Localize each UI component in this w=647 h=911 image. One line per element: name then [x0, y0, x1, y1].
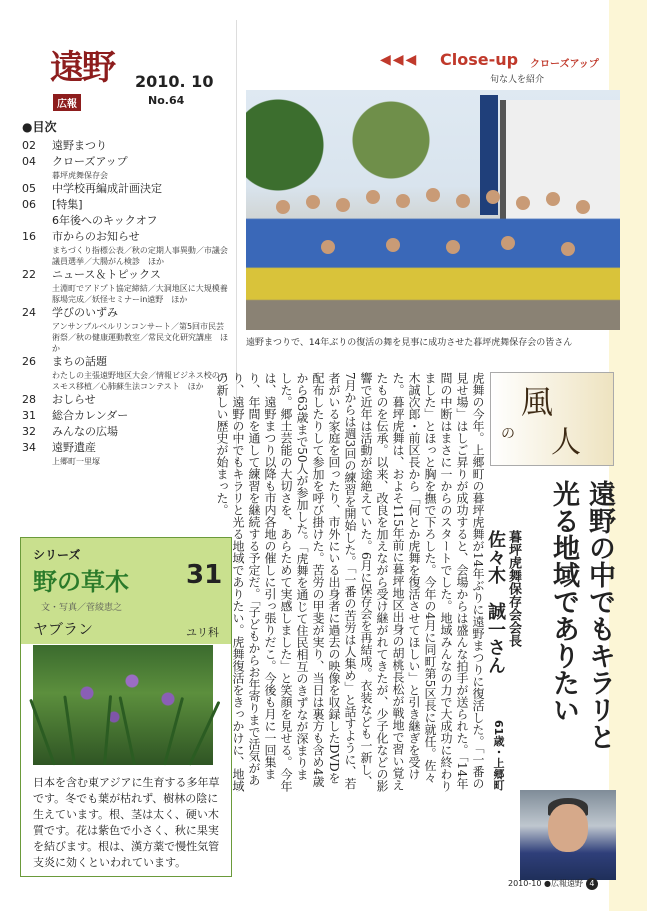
toc-entry [52, 392, 230, 408]
toc-entry [52, 229, 230, 267]
toc-entry [52, 197, 230, 213]
masthead-logo: 遠野 [50, 48, 114, 88]
page-footer [508, 878, 598, 890]
issue-number: No.64 [148, 94, 185, 107]
toc-entry [52, 213, 230, 229]
hito-char: 人 [551, 425, 581, 460]
toc-item [20, 392, 230, 408]
article-headline: 遠野の中でもキラリと光る地域でありたい [548, 480, 615, 750]
series-box [20, 537, 232, 877]
left-column [20, 20, 230, 467]
toc-subtitle: わたしの主張遠野地区大会／情報ビジネス校のコスモス移植／心肺蘇生法コンテスト ほか [52, 371, 228, 391]
toc-title: 遠野遺産 [52, 441, 96, 454]
toc-title: 中学校再編成計画決定 [52, 182, 162, 195]
closeup-title: Close-up [440, 50, 519, 69]
toc-page-number: 22 [22, 268, 36, 281]
toc-page-number: 24 [22, 306, 36, 319]
toc-page-number: 16 [22, 230, 36, 243]
masthead-logo-tag: 広報 [53, 94, 81, 111]
toc-item [20, 408, 230, 424]
kaze-no-hito-badge [490, 372, 614, 466]
photo-tree [346, 100, 436, 180]
masthead [20, 20, 230, 110]
toc-item [20, 354, 230, 392]
toc-title: 6年後へのキックオフ [52, 214, 158, 227]
closeup-subtitle: 旬な人を紹介 [490, 75, 545, 85]
toc-subtitle: まちづくり指標公表／秋の定期人事異動／市議会議員選挙／大腸がん検診 ほか [52, 246, 228, 266]
group-photo [246, 90, 620, 330]
toc-title: おしらせ [52, 393, 96, 406]
toc-page-number: 34 [22, 441, 36, 454]
plant-photo [33, 645, 213, 765]
toc-item [20, 213, 230, 229]
toc-entry [52, 267, 230, 305]
toc-item [20, 305, 230, 354]
series-header [21, 538, 231, 644]
portrait-face [548, 804, 588, 852]
series-description: 日本を含む東アジアに生育する多年草です。冬でも葉が枯れず、樹林の陰に生えています。根、茎は太く、硬い木質です。花は紫色で小さく、秋に果実を結びます。根は、漢方薬で慢性気管支炎に効くといわれています。 [33, 776, 220, 869]
kaze-char: 風 [521, 383, 554, 421]
no-char: の [501, 426, 515, 442]
toc-page-number [20, 213, 52, 229]
closeup-title-ja: クローズアップ [530, 59, 599, 70]
toc-entry [52, 181, 230, 197]
toc-title: みんなの広場 [52, 425, 118, 438]
arrow-left-icon: ◀◀◀ [380, 52, 419, 68]
photo-tree [246, 90, 326, 200]
photo-caption: 遠野まつりで、14年ぶりの復活の舞を見事に成功させた暮坪虎舞保存会の皆さん [246, 338, 573, 348]
toc-item [20, 440, 230, 467]
photo-crowd [246, 190, 620, 330]
plant-family: ユリ科 [186, 626, 219, 639]
toc-title: ニュース＆トピックス [52, 268, 161, 281]
series-number: 31 [186, 560, 223, 590]
plant-name: ヤブラン [33, 620, 94, 638]
toc-title: クローズアップ [52, 155, 128, 168]
toc-item [20, 154, 230, 181]
page-number: 4 [586, 878, 598, 890]
toc-entry [52, 408, 230, 424]
toc-title: 市からのお知らせ [52, 230, 140, 243]
person-age: 61歳・上郷町 [492, 720, 505, 791]
toc-item [20, 229, 230, 267]
toc-entry [52, 138, 230, 154]
toc-subtitle: 暮坪虎舞保存会 [52, 171, 108, 180]
toc-subtitle: アンサンブルベルリンコンサート／第5回市民芸術祭／秋の健康運動教室／常民文化研究講座 ほか [52, 322, 228, 353]
series-credit: 文・写真／菅綾恵之 [41, 603, 123, 613]
toc-page-number: 02 [22, 139, 36, 152]
toc-page-number: 32 [22, 425, 36, 438]
toc-entry [52, 424, 230, 440]
toc-title: 遠野まつり [52, 139, 107, 152]
portrait-photo [520, 790, 616, 880]
toc-item [20, 138, 230, 154]
series-title: 野の草木 [33, 567, 129, 596]
toc-item [20, 424, 230, 440]
toc-entry [52, 154, 230, 181]
toc-title: まちの話題 [52, 355, 107, 368]
toc-title: [特集] [52, 198, 83, 211]
toc-item [20, 181, 230, 197]
toc-subtitle: 土淵町でアドプト協定締結／大洞地区に大規模養豚場完成／妖怪セミナーin遠野 ほか [52, 284, 228, 304]
toc-entry [52, 305, 230, 354]
toc-page-number: 06 [22, 198, 36, 211]
toc-item [20, 267, 230, 305]
person-org: 暮坪虎舞保存会会長 [506, 530, 521, 647]
toc-page-number: 28 [22, 393, 36, 406]
toc-page-number: 05 [22, 182, 36, 195]
toc-page-number: 26 [22, 355, 36, 368]
toc-title: 総合カレンダー [52, 409, 129, 422]
toc-page-number: 31 [22, 409, 36, 422]
toc-title: 学びのいずみ [52, 306, 118, 319]
toc-subtitle: 上郷町一里塚 [52, 457, 100, 466]
issue-date: 2010. 10 [135, 72, 214, 91]
toc-entry [52, 440, 230, 467]
person-name: 佐々木 誠一さん [485, 530, 506, 674]
toc-heading: ●目次 [22, 120, 57, 134]
footer-text: 2010-10 ●広報遠野 [508, 879, 583, 888]
article-body: 虎舞の今年。上郷町の暮坪虎舞が14年ぶりに遠野まつりに復活した。「一番の見せ場」はしご昇りが成功すると、会場からは盛んな拍手が送られた。「14年間の中断はまさに一からのスタートでした。地域みんなの力で大成功に終わりました」とほっと胸を撫で下ろした。今年の4月に同町第5区長に就任。佐々木誠次郎・前区長から「何とか虎舞を復活させてほしい」と引き継ぎを受けた。暮坪虎舞は、およそ115年前に暮坪地区出身の胡桃長松が戦地で習い覚えたものを伝承。以来、改良を加えながら受け継がれてきたが、少子化などの影響で近年は活動が途絶えていた。6月に保存会を再結成。衣装なども一新し、7月からは週3回の練習を開始した。「一番の苦労は人集め」と話すように、若者がいる家庭を回ったり、市外にいる出身者に過去の映像を収録したDVDを配布したりして参加を呼び掛けた。苦労の甲斐が実り、当日は裏方も含め4歳から63歳まで50人が参加した。「虎舞を通じて住民相互のきずなが深まりました。郷土芸能の大切さを、あらためて実感しました」と笑顔を見せる。今年は、遠野まつり以降も市内各地の催しに引っ張りだこ。今後も月に一回集まり、年間を通して練習を継続する予定だ。「子どもからお年寄りまで活気があり、遠野の中でもキラリと光る地域でありたい。虎舞復活をきっかけに、地域の新しい歴史が始まった。 [215, 372, 485, 792]
toc-page-number: 04 [22, 155, 36, 168]
table-of-contents [20, 138, 230, 467]
series-label: シリーズ [33, 548, 81, 562]
toc-entry [52, 354, 230, 392]
toc-item [20, 197, 230, 213]
